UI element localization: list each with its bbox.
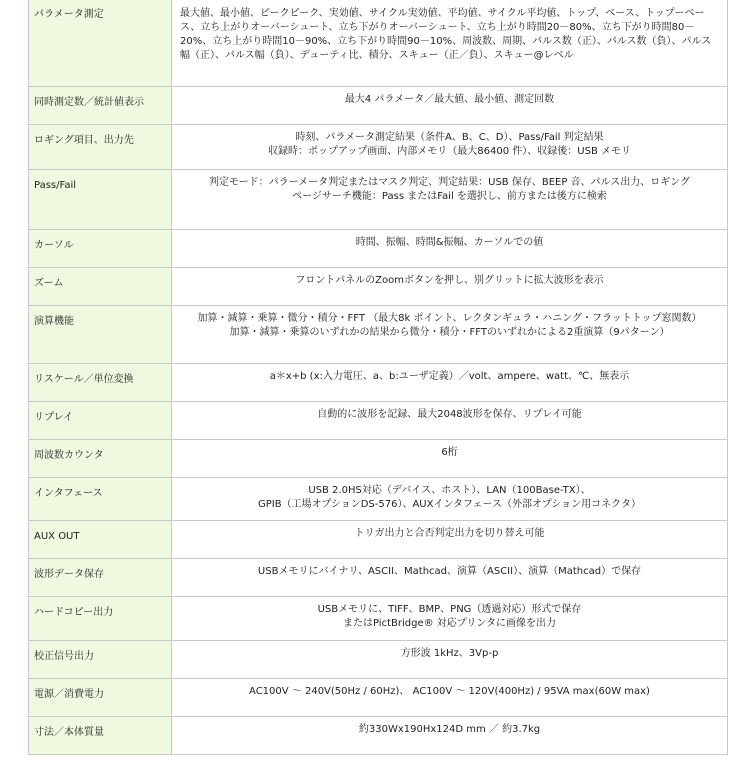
spec-value (172, 87, 728, 125)
spec-row (29, 597, 728, 641)
spec-row (29, 125, 728, 170)
spec-label: ズーム (29, 268, 172, 306)
spec-value-line: 方形波 1kHz、3Vp-p (400, 648, 499, 659)
spec-value-line: フロントパネルのZoomボタンを押し、別グリットに拡大波形を表示 (295, 275, 604, 286)
spec-value (172, 717, 728, 755)
spec-value (172, 679, 728, 717)
spec-value (172, 364, 728, 402)
spec-value (172, 559, 728, 597)
spec-label: 演算機能 (29, 306, 172, 364)
spec-value (172, 478, 728, 521)
spec-value-line: 6桁 (441, 447, 458, 458)
spec-label: 周波数カウンタ (29, 440, 172, 478)
spec-row (29, 87, 728, 125)
spec-row (29, 559, 728, 597)
spec-label: リプレイ (29, 402, 172, 440)
spec-label: インタフェース (29, 478, 172, 521)
spec-value (172, 521, 728, 559)
spec-value-line: a＊x+b (x:入力電圧、a、b:ユーザ定義）／volt、ampere、watt、℃、無表示 (269, 371, 630, 382)
spec-label: 寸法／本体質量 (29, 717, 172, 755)
spec-value-line: ページサーチ機能：Pass またはFail を選択し、前方または後方に検索 (292, 191, 607, 202)
spec-value (172, 597, 728, 641)
spec-value-line: USB 2.0HS対応（デバイス、ホスト）、LAN（100Base-TX）、 (308, 485, 591, 496)
spec-value-line: トリガ出力と合否判定出力を切り替え可能 (354, 528, 545, 539)
spec-row (29, 478, 728, 521)
spec-row (29, 440, 728, 478)
spec-row (29, 268, 728, 306)
spec-value-line: 最大4 パラメータ／最大値、最小値、測定回数 (344, 94, 555, 105)
spec-row (29, 230, 728, 268)
spec-label: ハードコピー出力 (29, 597, 172, 641)
spec-row (29, 306, 728, 364)
spec-value (172, 230, 728, 268)
spec-label: 波形データ保存 (29, 559, 172, 597)
spec-table (28, 0, 728, 755)
spec-value-line: 加算・減算・乗算・微分・積分・FFT （最大8k ポイント、レクタンギュラ・ハニング・フラットトップ窓関数） (197, 313, 702, 324)
spec-label: 電源／消費電力 (29, 679, 172, 717)
spec-value (172, 402, 728, 440)
spec-row (29, 402, 728, 440)
spec-row (29, 0, 728, 87)
spec-value (172, 641, 728, 679)
spec-label: Pass/Fail (29, 170, 172, 230)
spec-value-line: AC100V ～ 240V(50Hz / 60Hz)、 AC100V ～ 120V(400Hz) / 95VA max(60W max) (249, 686, 650, 697)
spec-value-line: USBメモリに、TIFF、BMP、PNG（透過対応）形式で保存 (317, 604, 582, 615)
spec-value-line: 約330Wx190Hx124D mm ／ 約3.7kg (358, 724, 541, 735)
spec-row (29, 679, 728, 717)
spec-value-line: 時刻、パラメータ測定結果（条件A、B、C、D）、Pass/Fail 判定結果 (295, 132, 604, 143)
spec-label: パラメータ測定 (29, 0, 172, 87)
spec-value (172, 0, 728, 87)
spec-value (172, 440, 728, 478)
spec-row (29, 364, 728, 402)
spec-value-line: 自動的に波形を記録、最大2048波形を保存、リプレイ可能 (317, 409, 582, 420)
spec-label: リスケール／単位変換 (29, 364, 172, 402)
spec-value (172, 170, 728, 230)
spec-value-line: 収録時：ポップアップ画面、内部メモリ（最大86400 件）、収録後：USB メモリ (268, 146, 631, 157)
spec-table-body (29, 0, 728, 755)
spec-value-line: またはPictBridge® 対応プリンタに画像を出力 (343, 618, 556, 629)
spec-label: 校正信号出力 (29, 641, 172, 679)
spec-label: カーソル (29, 230, 172, 268)
spec-label: ロギング項目、出力先 (29, 125, 172, 170)
spec-value-line: USBメモリにバイナリ、ASCII、Mathcad、演算（ASCII）、演算（Mathcad）で保存 (257, 566, 642, 577)
spec-value-line: 判定モード：パラーメータ判定またはマスク判定、判定結果：USB 保存、BEEP 音、パルス出力、ロギング (209, 177, 690, 188)
spec-row (29, 521, 728, 559)
spec-label: AUX OUT (29, 521, 172, 559)
spec-value-line: 加算・減算・乗算のいずれかの結果から微分・積分・FFTのいずれかによる2重演算（9パターン） (229, 327, 670, 338)
spec-value (172, 268, 728, 306)
spec-value (172, 306, 728, 364)
spec-value-line: 最大値、最小値、ピークピーク、実効値、サイクル実効値、平均値、サイクル平均値、トップ、ベース、トップーベース、立ち上がりオーバーシュート、立ち下がりオーバーシュート、立ち上がり時間20－80%、立ち下がり時間80－20%、立ち上がり時間10－90%、立ち下がり時間90－10%、周波数、周期、パルス数（正）、パルス数（負）、パルス幅（正）、パルス幅（負）、デューティ比、積分、スキュー（正／負）、スキュー@レベル (180, 8, 712, 61)
spec-row (29, 641, 728, 679)
spec-value-line: GPIB（工場オプションDS-576）、AUXインタフェース（外部オプション用コネクタ） (258, 499, 641, 510)
spec-value (172, 125, 728, 170)
spec-label: 同時測定数／統計値表示 (29, 87, 172, 125)
spec-row (29, 717, 728, 755)
spec-row (29, 170, 728, 230)
spec-value-line: 時間、振幅、時間&振幅、カーソルでの値 (355, 237, 544, 248)
